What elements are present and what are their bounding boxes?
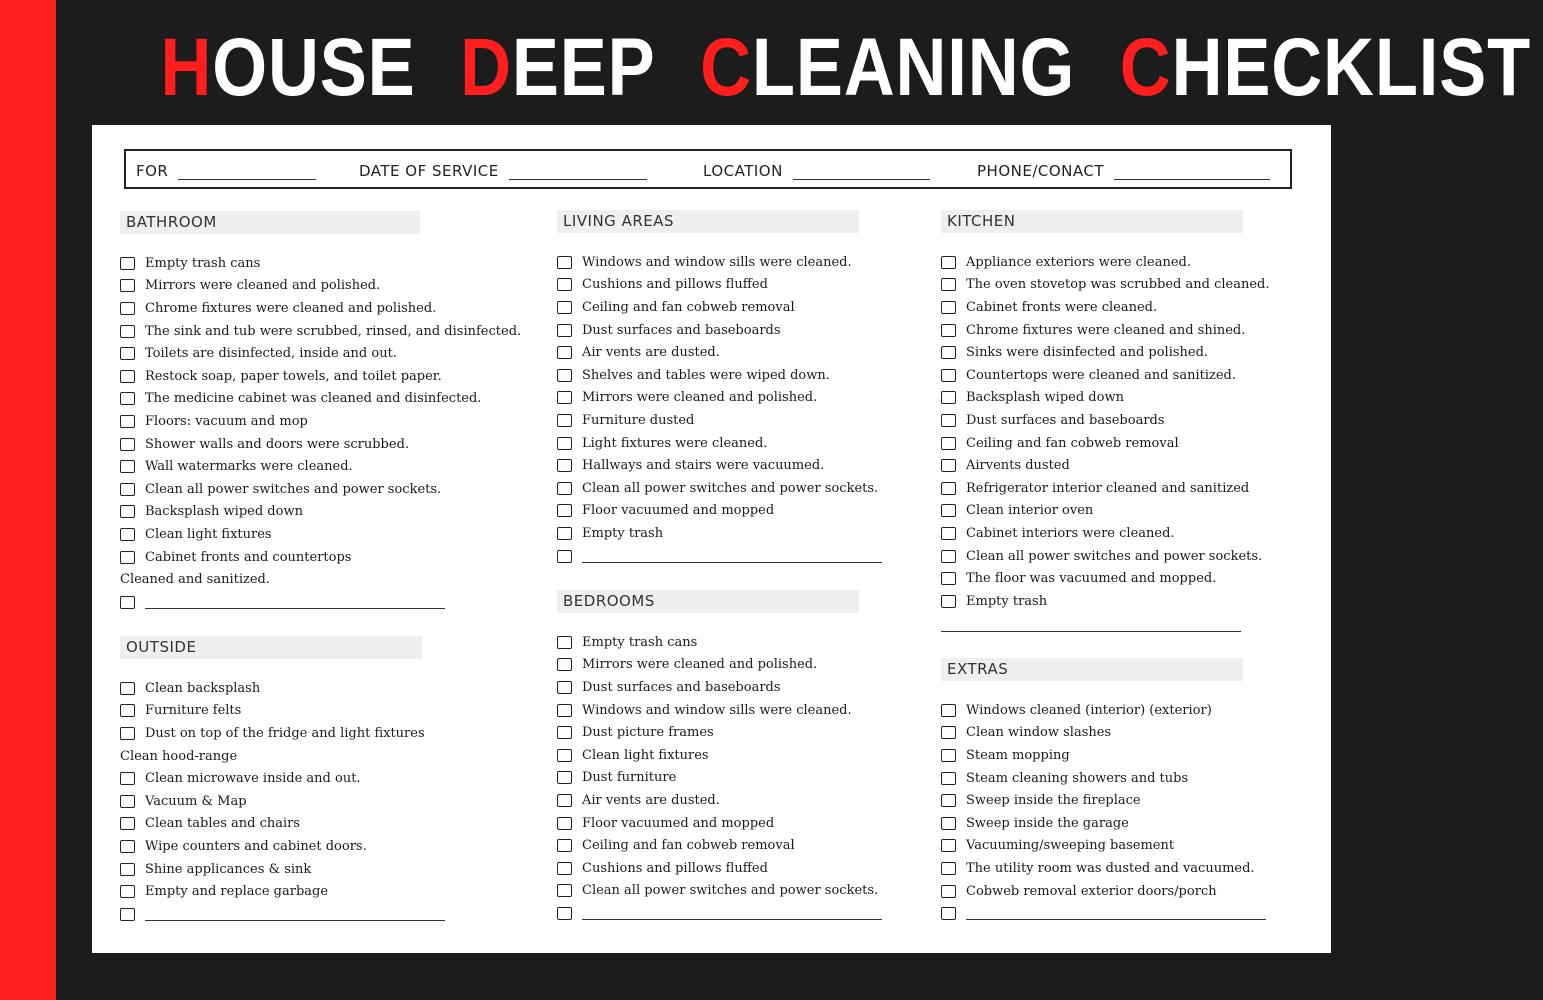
checkbox[interactable]	[557, 324, 572, 337]
checklist-item	[941, 274, 1321, 297]
date-input-line[interactable]	[509, 165, 647, 180]
checklist-item	[557, 432, 937, 455]
location-input-line[interactable]	[793, 165, 930, 180]
checklist-item	[941, 522, 1321, 545]
checklist-item-label: Refrigerator interior cleaned and sanitized	[966, 480, 1250, 496]
checklist-item-label: Floor vacuumed and mopped	[582, 815, 775, 831]
section-heading: BEDROOMS	[557, 590, 859, 613]
checkbox[interactable]	[557, 391, 572, 404]
checklist-item-label: Shower walls and doors were scrubbed.	[145, 436, 410, 452]
checkbox[interactable]	[941, 504, 956, 517]
checkbox[interactable]	[557, 482, 572, 495]
checkbox[interactable]	[557, 749, 572, 762]
checklist-item-label: Restock soap, paper towels, and toilet paper.	[145, 368, 442, 384]
checklist-item	[120, 523, 540, 546]
checklist-item	[941, 545, 1321, 568]
checklist-item	[557, 880, 937, 903]
checklist-item-label: Dust picture frames	[582, 725, 714, 741]
checkbox[interactable]	[557, 346, 572, 359]
checklist-item	[120, 365, 540, 388]
checklist-item-label: Steam cleaning showers and tubs	[966, 770, 1189, 786]
checkbox[interactable]	[120, 704, 135, 717]
checklist-item-label: Chrome fixtures were cleaned and polished.	[145, 300, 437, 316]
checkbox[interactable]	[120, 392, 135, 405]
checkbox[interactable]	[941, 862, 956, 875]
checkbox[interactable]	[941, 414, 956, 427]
checklist-item	[120, 252, 540, 275]
checklist-item-label: Windows and window sills were cleaned.	[582, 702, 852, 718]
blank-item	[557, 902, 937, 925]
phone-input-line[interactable]	[1114, 165, 1270, 180]
checklist-item-label: Sweep inside the fireplace	[966, 793, 1141, 809]
checkbox[interactable]	[120, 817, 135, 830]
checklist-item	[941, 699, 1321, 722]
checklist-item	[941, 477, 1321, 500]
checkbox[interactable]	[557, 636, 572, 649]
checklist-item	[941, 567, 1321, 590]
checklist-item	[557, 834, 937, 857]
checklist-item-label: Empty trash cans	[582, 634, 698, 650]
checklist-item-label: Dust surfaces and baseboards	[582, 679, 781, 695]
date-label: DATE OF SERVICE	[359, 162, 499, 180]
checklist-item-label: Clean all power switches and power sockets.	[582, 883, 879, 899]
checkbox[interactable]	[557, 369, 572, 382]
checklist-item	[557, 296, 937, 319]
checkbox[interactable]	[557, 550, 572, 563]
checkbox[interactable]	[941, 572, 956, 585]
checklist-item-label: Cushions and pillows fluffed	[582, 860, 768, 876]
checklist-item-label: Vacuuming/sweeping basement	[966, 838, 1175, 854]
checklist-item	[120, 813, 540, 836]
checkbox[interactable]	[941, 482, 956, 495]
checklist-item-label: Airvents dusted	[966, 458, 1070, 474]
blank-item	[557, 545, 937, 568]
checklist-item	[941, 835, 1321, 858]
bedrooms-section	[557, 590, 937, 925]
checklist-item	[941, 296, 1321, 319]
checklist-item-label: The utility room was dusted and vacuumed.	[966, 860, 1255, 876]
checklist-item	[941, 744, 1321, 767]
for-input-line[interactable]	[178, 165, 316, 180]
checklist-item-label: Backsplash wiped down	[966, 390, 1124, 406]
blank-line[interactable]	[966, 907, 1266, 920]
checklist-item	[941, 812, 1321, 835]
checklist-item	[120, 722, 540, 745]
section-heading: KITCHEN	[941, 210, 1243, 233]
checklist-item	[120, 433, 540, 456]
checklist-item-label: Floor vacuumed and mopped	[582, 503, 775, 519]
checklist-item-label: Wipe counters and cabinet doors.	[145, 838, 367, 854]
checklist-item	[557, 364, 937, 387]
red-side-strip	[0, 0, 56, 1000]
checklist-item	[941, 454, 1321, 477]
checklist-item-label: Shelves and tables were wiped down.	[582, 367, 830, 383]
checklist-item-label: Windows and window sills were cleaned.	[582, 254, 852, 270]
checklist-item	[120, 677, 540, 700]
checklist-item	[557, 387, 937, 410]
checklist-item-label: Air vents are dusted.	[582, 792, 720, 808]
checklist-item	[557, 857, 937, 880]
living-areas-section	[557, 210, 937, 567]
checklist-item	[120, 410, 540, 433]
checklist-item-label: Clean light fixtures	[145, 526, 272, 542]
checklist-item-label: Dust surfaces and baseboards	[582, 322, 781, 338]
location-label: LOCATION	[703, 162, 783, 180]
checkbox[interactable]	[557, 459, 572, 472]
checkbox[interactable]	[120, 325, 135, 338]
checklist-item	[557, 274, 937, 297]
title-word: CLEANING	[700, 22, 1076, 113]
checklist-item-label: Cobweb removal exterior doors/porch	[966, 883, 1217, 899]
checkbox[interactable]	[941, 885, 956, 898]
checklist-item-label: Mirrors were cleaned and polished.	[582, 390, 818, 406]
checklist-item-label: Countertops were cleaned and sanitized.	[966, 367, 1236, 383]
checklist-item-label: Toilets are disinfected, inside and out.	[145, 346, 397, 362]
checkbox[interactable]	[557, 278, 572, 291]
checkbox[interactable]	[557, 414, 572, 427]
checklist-item	[557, 631, 937, 654]
checkbox[interactable]	[941, 256, 956, 269]
checklist-item	[557, 812, 937, 835]
checkbox[interactable]	[941, 907, 956, 920]
checklist-item	[941, 319, 1321, 342]
checkbox[interactable]	[557, 817, 572, 830]
checklist-item-label: Sinks were disinfected and polished.	[966, 345, 1209, 361]
outside-section	[120, 636, 540, 926]
checklist-item	[120, 767, 540, 790]
checklist-item-label: Air vents are dusted.	[582, 345, 720, 361]
checklist-item-label: Floors: vacuum and mop	[145, 413, 308, 429]
checklist-item-label: The floor was vacuumed and mopped.	[966, 571, 1217, 587]
blank-line[interactable]	[145, 596, 445, 609]
checkbox[interactable]	[941, 704, 956, 717]
checkbox[interactable]	[120, 885, 135, 898]
checkbox[interactable]	[557, 771, 572, 784]
checklist-item	[120, 455, 540, 478]
section-heading: EXTRAS	[941, 658, 1243, 681]
checklist-item-label: Hallways and stairs were vacuumed.	[582, 458, 825, 474]
checklist-item-label: Mirrors were cleaned and polished.	[145, 278, 381, 294]
kitchen-section	[941, 210, 1321, 632]
checklist-item	[941, 722, 1321, 745]
checklist-item	[941, 364, 1321, 387]
checkbox[interactable]	[120, 551, 135, 564]
checklist-item-label: Steam mopping	[966, 747, 1070, 763]
checkbox[interactable]	[557, 301, 572, 314]
checklist-item	[941, 880, 1321, 903]
checkbox[interactable]	[941, 772, 956, 785]
checkbox[interactable]	[557, 839, 572, 852]
checklist-item-label: Cabinet fronts were cleaned.	[966, 299, 1158, 315]
blank-line[interactable]	[582, 550, 882, 563]
checklist-item-label: Clean window slashes	[966, 725, 1112, 741]
checklist-item-label: Shine applicances & sink	[145, 861, 312, 877]
checkbox[interactable]	[120, 370, 135, 383]
checklist-item-label: Clean all power switches and power sockets.	[966, 548, 1263, 564]
checkbox[interactable]	[120, 483, 135, 496]
checklist-item	[557, 699, 937, 722]
checklist-item	[120, 790, 540, 813]
checklist-item-label: Empty and replace garbage	[145, 884, 329, 900]
checkbox[interactable]	[557, 681, 572, 694]
checkbox[interactable]	[120, 302, 135, 315]
checkbox[interactable]	[941, 527, 956, 540]
checkbox[interactable]	[941, 839, 956, 852]
checklist-item-label: Empty trash	[966, 593, 1048, 609]
checklist-item-label: Vacuum & Map	[145, 793, 247, 809]
checklist-item	[941, 387, 1321, 410]
phone-field	[977, 162, 1270, 180]
section-heading: BATHROOM	[120, 211, 420, 234]
blank-line[interactable]	[582, 907, 882, 920]
checklist-item-label: Light fixtures were cleaned.	[582, 435, 768, 451]
section-heading: OUTSIDE	[120, 636, 422, 659]
checkbox[interactable]	[941, 595, 956, 608]
checklist-item	[120, 320, 540, 343]
checklist-item	[941, 341, 1321, 364]
checkbox[interactable]	[557, 504, 572, 517]
checkbox[interactable]	[941, 550, 956, 563]
bathroom-section	[120, 211, 540, 614]
checklist-item-label: Clean all power switches and power sockets.	[145, 481, 442, 497]
checkbox[interactable]	[941, 437, 956, 450]
checklist-item-label: Cushions and pillows fluffed	[582, 277, 768, 293]
checklist-item-label: Clean backsplash	[145, 680, 261, 696]
checkbox[interactable]	[557, 437, 572, 450]
checklist-item	[941, 590, 1321, 613]
checklist-item	[120, 501, 540, 524]
checklist-item-label: Furniture felts	[145, 703, 242, 719]
checklist-item	[120, 388, 540, 411]
checklist-item	[941, 432, 1321, 455]
checkbox[interactable]	[941, 301, 956, 314]
blank-item	[941, 902, 1321, 925]
checklist-item-label: Clean tables and chairs	[145, 816, 301, 832]
checkbox[interactable]	[120, 596, 135, 609]
checklist-item-label: Sweep inside the garage	[966, 815, 1129, 831]
checkbox[interactable]	[941, 278, 956, 291]
checkbox[interactable]	[120, 460, 135, 473]
phone-label: PHONE/CONACT	[977, 162, 1105, 180]
for-field	[136, 162, 316, 180]
checkbox[interactable]	[120, 682, 135, 695]
checkbox[interactable]	[120, 908, 135, 921]
checklist-item-label: Clean light fixtures	[582, 747, 709, 763]
title-word: CHECKLIST	[1119, 22, 1532, 113]
checkbox[interactable]	[120, 772, 135, 785]
checklist-item-label: The medicine cabinet was cleaned and disinfected.	[145, 391, 482, 407]
checklist-item	[557, 477, 937, 500]
checkbox[interactable]	[557, 794, 572, 807]
info-box	[124, 149, 1292, 189]
checkbox[interactable]	[120, 727, 135, 740]
checklist-item	[120, 342, 540, 365]
checklist-sheet	[92, 125, 1331, 953]
checkbox[interactable]	[941, 369, 956, 382]
checklist-item-label: Mirrors were cleaned and polished.	[582, 657, 818, 673]
checkbox[interactable]	[120, 863, 135, 876]
checkbox[interactable]	[120, 505, 135, 518]
title-word: DEEP	[460, 22, 656, 113]
checklist-item	[557, 654, 937, 677]
checklist-item	[557, 341, 937, 364]
checkbox[interactable]	[120, 347, 135, 360]
checklist-item	[557, 744, 937, 767]
checklist-item-label: Dust on top of the fridge and light fixtures	[145, 725, 425, 741]
checklist-item	[557, 409, 937, 432]
title-word: HOUSE	[160, 22, 416, 113]
checkbox[interactable]	[120, 840, 135, 853]
checklist-item-label: Clean all power switches and power sockets.	[582, 480, 879, 496]
checklist-item-label: Dust surfaces and baseboards	[966, 412, 1165, 428]
checklist-item-label: Empty trash cans	[145, 255, 261, 271]
checkbox[interactable]	[120, 438, 135, 451]
checklist-item-label: Cabinet interiors were cleaned.	[966, 525, 1175, 541]
checkbox[interactable]	[120, 415, 135, 428]
checkbox[interactable]	[557, 704, 572, 717]
checkbox[interactable]	[941, 794, 956, 807]
checklist-item	[120, 546, 540, 569]
blank-line[interactable]	[145, 908, 445, 921]
checkbox[interactable]	[557, 862, 572, 875]
checklist-item-label: Windows cleaned (interior) (exterior)	[966, 702, 1212, 718]
list-item-continuation: Cleaned and sanitized.	[120, 572, 270, 588]
checklist-item-label: Furniture dusted	[582, 412, 695, 428]
checklist-item-label: Dust furniture	[582, 770, 677, 786]
checklist-item-label: The sink and tub were scrubbed, rinsed, and disinfected.	[145, 323, 522, 339]
checklist-item-label: Chrome fixtures were cleaned and shined.	[966, 322, 1246, 338]
checklist-item	[120, 275, 540, 298]
blank-item	[120, 903, 540, 926]
checklist-item	[557, 767, 937, 790]
list-item-continuation: Clean hood-range	[120, 748, 238, 764]
checklist-item	[557, 251, 937, 274]
checkbox[interactable]	[557, 884, 572, 897]
date-field	[359, 162, 647, 180]
checkbox[interactable]	[941, 817, 956, 830]
checklist-item	[941, 251, 1321, 274]
checklist-item-label: Wall watermarks were cleaned.	[145, 459, 353, 475]
checklist-item	[557, 789, 937, 812]
checkbox[interactable]	[120, 795, 135, 808]
location-field	[703, 162, 930, 180]
checklist-item-label: Clean interior oven	[966, 503, 1094, 519]
checklist-item-label: Clean microwave inside and out.	[145, 771, 361, 787]
checkbox[interactable]	[557, 726, 572, 739]
checklist-item	[120, 478, 540, 501]
checkbox[interactable]	[941, 324, 956, 337]
checklist-item-label: Cabinet fronts and countertops	[145, 549, 352, 565]
checklist-item	[941, 409, 1321, 432]
for-label: FOR	[136, 162, 169, 180]
checklist-item	[557, 676, 937, 699]
checkbox[interactable]	[941, 346, 956, 359]
checklist-item-label: Ceiling and fan cobweb removal	[966, 435, 1179, 451]
checklist-item	[120, 297, 540, 320]
checklist-item-label: Ceiling and fan cobweb removal	[582, 838, 795, 854]
checkbox[interactable]	[120, 528, 135, 541]
checklist-item	[120, 858, 540, 881]
checkbox[interactable]	[557, 658, 572, 671]
checklist-item	[557, 522, 937, 545]
blank-line[interactable]	[941, 631, 1241, 632]
checkbox[interactable]	[941, 391, 956, 404]
extras-section	[941, 658, 1321, 925]
checkbox[interactable]	[557, 527, 572, 540]
checklist-item-label: Appliance exteriors were cleaned.	[966, 254, 1191, 270]
checkbox[interactable]	[941, 749, 956, 762]
checkbox[interactable]	[120, 257, 135, 270]
checklist-item	[557, 500, 937, 523]
checklist-item	[120, 880, 540, 903]
checklist-item	[120, 700, 540, 723]
checklist-item	[941, 789, 1321, 812]
checklist-item-label: The oven stovetop was scrubbed and cleaned.	[966, 277, 1270, 293]
checklist-item	[557, 721, 937, 744]
blank-item	[120, 591, 540, 614]
page-title	[148, 18, 1532, 118]
checklist-item	[941, 767, 1321, 790]
checklist-item-label: Backsplash wiped down	[145, 504, 303, 520]
checkbox[interactable]	[941, 459, 956, 472]
checklist-item-label: Ceiling and fan cobweb removal	[582, 299, 795, 315]
checkbox[interactable]	[557, 907, 572, 920]
checkbox[interactable]	[120, 279, 135, 292]
checklist-item	[120, 835, 540, 858]
section-heading: LIVING AREAS	[557, 210, 859, 233]
checklist-item	[941, 500, 1321, 523]
checkbox[interactable]	[941, 726, 956, 739]
checklist-item	[557, 454, 937, 477]
checkbox[interactable]	[557, 256, 572, 269]
checklist-item-label: Empty trash	[582, 525, 664, 541]
checklist-item	[941, 857, 1321, 880]
checklist-item	[557, 319, 937, 342]
